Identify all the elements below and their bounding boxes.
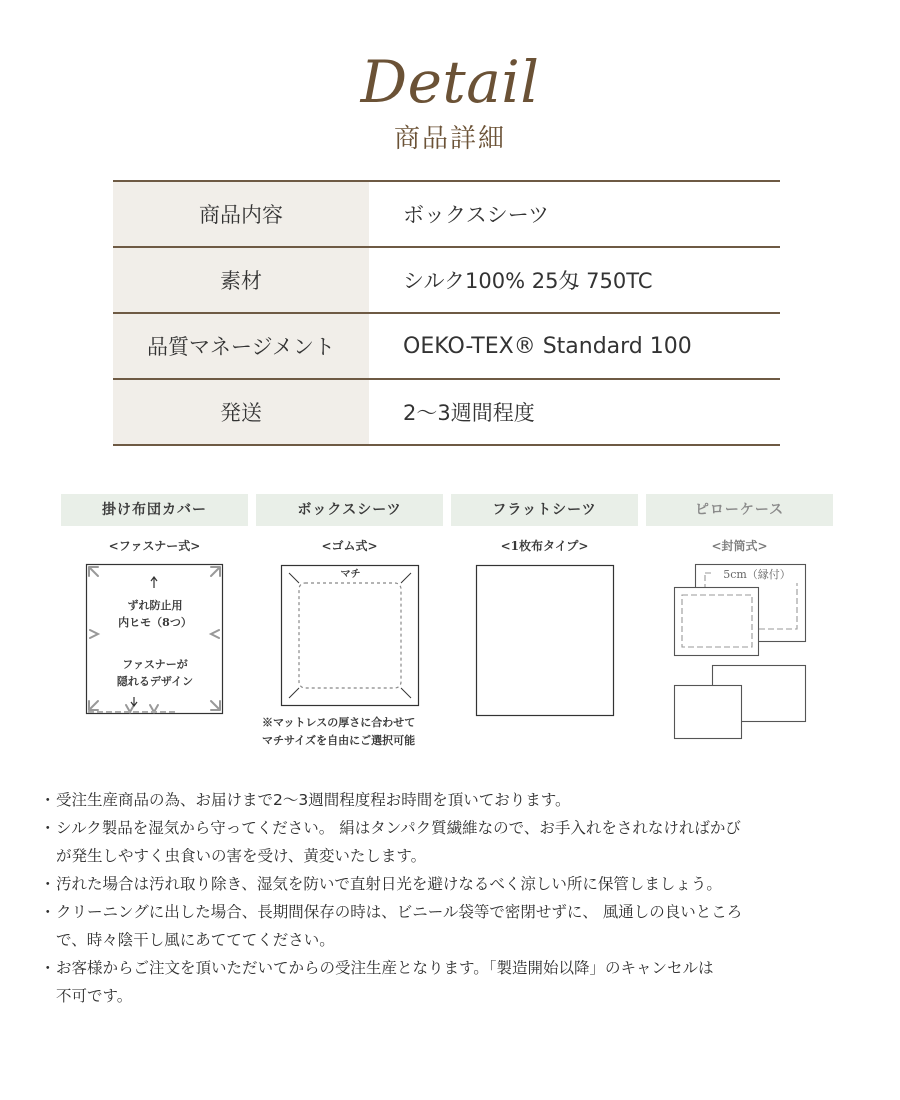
type-box-sheet: <ゴム式> [321, 539, 378, 553]
flat-sheet-diagram [476, 565, 615, 717]
spec-value: OEKO-TEX® Standard 100 [369, 313, 780, 379]
spec-value: シルク100% 25匁 750TC [369, 247, 780, 313]
bullet: ・ [40, 959, 56, 977]
spec-label: 品質マネージメント [113, 313, 369, 379]
note-text: お客様からご注文を頂いただいてからの受注生産となります。「製造開始以降」のキャンセルは 不可です。 [56, 959, 714, 1005]
note-item [40, 954, 870, 1010]
type-pillow-case: <封筒式> [711, 539, 768, 553]
category-duvet-cover: 掛け布団カバー [61, 494, 248, 526]
duvet-cover-diagram [86, 564, 224, 716]
pillow-border-label: 5cm（縁付） [712, 566, 802, 583]
type-flat-sheet: <1枚布タイプ> [500, 539, 589, 553]
note-text: 汚れた場合は汚れ取り除き、湿気を防いで直射日光を避けなるべく涼しい所に保管しましょう。 [56, 875, 722, 893]
note-item [40, 814, 870, 870]
bullet: ・ [40, 875, 56, 893]
spec-label: 素材 [113, 247, 369, 313]
duvet-zipper-label: ファスナーが 隠れるデザイン [116, 658, 194, 688]
note-item [40, 898, 870, 954]
care-notes [40, 786, 870, 1010]
page-title: Detail [360, 48, 540, 116]
spec-value: 2〜3週間程度 [369, 379, 780, 445]
spec-row [113, 247, 780, 313]
spec-table [113, 180, 780, 446]
spec-value: ボックスシーツ [369, 181, 780, 247]
note-text: クリーニングに出した場合、長期間保存の時は、ビニール袋等で密閉せずに、 風通しの良いところ で、時々陰干し風にあてててください。 [56, 903, 743, 949]
bullet: ・ [40, 819, 56, 837]
box-sheet-diagram [281, 565, 420, 707]
spec-row [113, 313, 780, 379]
spec-label: 商品内容 [113, 181, 369, 247]
bullet: ・ [40, 791, 56, 809]
note-item [40, 870, 870, 898]
category-flat-sheet: フラットシーツ [451, 494, 638, 526]
note-text: シルク製品を湿気から守ってください。 絹はタンパク質繊維なので、お手入れをされなければかび が発生しやすく虫食いの害を受け、黄変いたします。 [56, 819, 741, 865]
spec-row [113, 379, 780, 445]
type-duvet-cover: <ファスナー式> [108, 539, 201, 553]
page-subtitle: 商品詳細 [393, 124, 506, 154]
spec-row [113, 181, 780, 247]
box-sheet-note: ※マットレスの厚さに合わせて マチサイズを自由にご選択可能 [262, 716, 416, 747]
note-text: 受注生産商品の為、お届けまで2〜3週間程度程お時間を頂いております。 [56, 791, 571, 809]
pillow-case-diagram [673, 563, 809, 741]
category-pillow-case: ピローケース [646, 494, 833, 526]
note-item [40, 786, 870, 814]
duvet-tie-label: ずれ防止用 内ヒモ（8つ） [118, 599, 192, 629]
box-sheet-corner-label: マチ [340, 569, 361, 580]
spec-label: 発送 [113, 379, 369, 445]
category-box-sheet: ボックスシーツ [256, 494, 443, 526]
bullet: ・ [40, 903, 56, 921]
